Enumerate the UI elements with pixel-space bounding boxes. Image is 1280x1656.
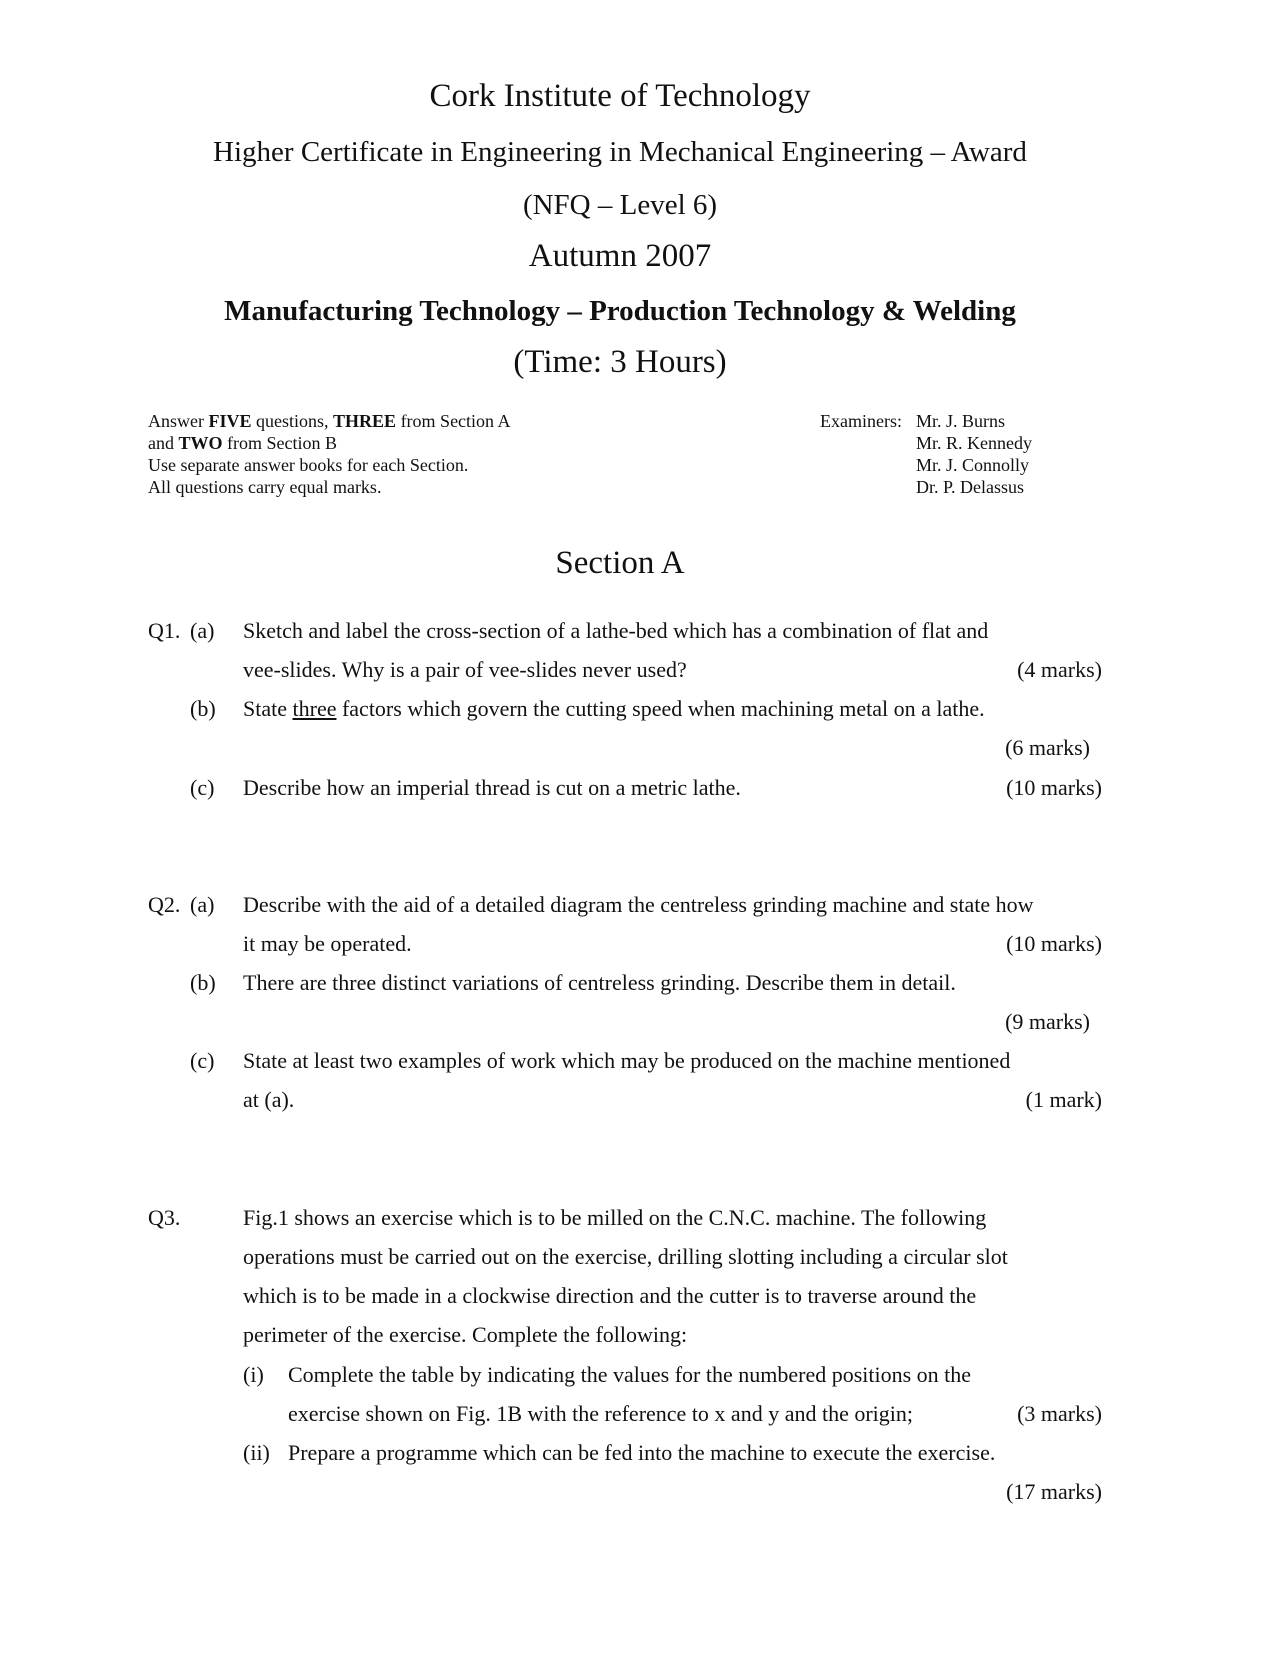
part-label: (b) [190,696,216,721]
course-title: Higher Certificate in Engineering in Mechanical Engineering – Award [213,136,1027,168]
marks-label: (3 marks) [1017,1401,1102,1426]
question-text: Describe how an imperial thread is cut on a metric lathe. [243,775,741,800]
question-text: Complete the table by indicating the values for the numbered positions on the [288,1362,972,1387]
question-text: which is to be made in a clockwise direction and the cutter is to traverse around the [243,1283,977,1308]
examiner-name: Mr. R. Kennedy [916,433,1032,453]
marks-label: (17 marks) [1006,1479,1102,1504]
instruction-line-4: All questions carry equal marks. [148,477,382,497]
question-text: exercise shown on Fig. 1B with the reference to x and y and the origin; [288,1401,914,1426]
marks-label: (10 marks) [1006,931,1102,956]
session-title: Autumn 2007 [528,238,712,274]
question-text: Sketch and label the cross-section of a lathe-bed which has a combination of flat and [243,618,989,643]
marks-label: (9 marks) [1005,1009,1090,1034]
question-text: operations must be carried out on the exercise, drilling slotting including a circular slot [243,1244,1008,1269]
examiners-list [820,410,1032,498]
part-label: (c) [190,1048,215,1073]
time-allowed: (Time: 3 Hours) [513,344,727,380]
question-text: Prepare a programme which can be fed into the machine to execute the exercise. [288,1440,996,1465]
part-label: (a) [190,892,215,917]
marks-label: (1 mark) [1025,1087,1102,1112]
question-text: State three factors which govern the cutting speed when machining metal on a lathe. [243,696,985,721]
question-text: perimeter of the exercise. Complete the following: [243,1322,688,1347]
part-label: (i) [243,1362,264,1387]
institution-title: Cork Institute of Technology [429,78,811,114]
instruction-line-1: Answer FIVE questions, THREE from Section A [148,411,511,431]
examiners-label: Examiners: [820,411,902,431]
instruction-line-3: Use separate answer books for each Section. [148,455,469,475]
question-number: Q1. [148,618,181,643]
part-label: (ii) [243,1440,270,1465]
question-text: at (a). [243,1087,295,1112]
instruction-line-2: and TWO from Section B [148,433,338,453]
examiner-name: Mr. J. Connolly [916,455,1030,475]
question-text: it may be operated. [243,931,412,956]
question-number: Q3. [148,1205,181,1230]
marks-label: (4 marks) [1017,657,1102,682]
question-text: There are three distinct variations of centreless grinding. Describe them in detail. [243,970,956,995]
part-label: (b) [190,970,216,995]
part-label: (a) [190,618,215,643]
marks-label: (10 marks) [1006,775,1102,800]
part-label: (c) [190,775,215,800]
section-title: Section A [555,545,685,581]
examiner-name: Dr. P. Delassus [916,477,1025,497]
level-title: (NFQ – Level 6) [522,189,718,221]
question-text: Describe with the aid of a detailed diagram the centreless grinding machine and state how [243,892,1034,917]
question-text: State at least two examples of work which may be produced on the machine mentioned [243,1048,1011,1073]
marks-label: (6 marks) [1005,735,1090,760]
examiner-name: Mr. J. Burns [916,411,1006,431]
question-text: vee-slides. Why is a pair of vee-slides never used? [243,657,687,682]
subject-title: Manufacturing Technology – Production Technology & Welding [224,295,1016,327]
question-text: Fig.1 shows an exercise which is to be milled on the C.N.C. machine. The following [243,1205,987,1230]
exam-instructions [148,410,511,498]
question-number: Q2. [148,892,181,917]
